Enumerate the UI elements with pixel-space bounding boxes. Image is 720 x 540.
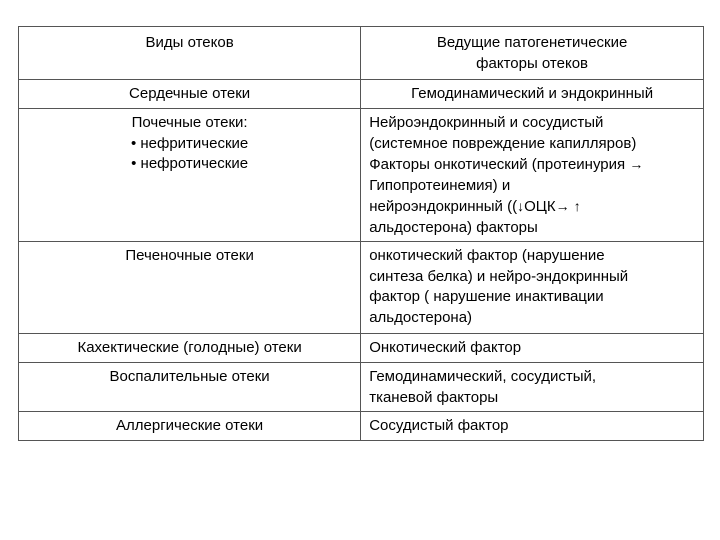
type-cell <box>19 109 361 242</box>
factor-line: Гемодинамический, сосудистый, <box>369 368 597 385</box>
edema-table <box>18 26 704 441</box>
factor-line: альдостерона) <box>369 308 473 326</box>
factor-line: Нейроэндокринный и сосудистый <box>369 114 604 131</box>
factor-text <box>361 242 703 328</box>
factor-cell <box>361 109 704 242</box>
type-cell <box>19 412 361 441</box>
factor-line: нейроэндокринный ((↓ОЦК→ ↑ <box>369 198 581 215</box>
factor-text: Сосудистый фактор <box>369 417 509 434</box>
factor-text <box>361 363 703 408</box>
table-row <box>19 80 704 109</box>
factor-line: фактор ( нарушение инактивации <box>369 288 604 305</box>
header-factors-line2: факторы отеков <box>476 54 589 72</box>
table-row <box>19 363 704 412</box>
factor-line: тканевой факторы <box>369 388 499 406</box>
type-cell <box>19 242 361 334</box>
factor-cell <box>361 334 704 363</box>
up-arrow-icon: ↑ <box>573 198 581 214</box>
type-cell <box>19 80 361 109</box>
factor-cell <box>361 242 704 334</box>
factor-cell <box>361 412 704 441</box>
table-row <box>19 109 704 242</box>
factor-line: Факторы онкотический (протеинурия → <box>369 156 644 173</box>
right-arrow-icon: → <box>555 198 570 214</box>
factor-line: (системное повреждение капилляров) <box>369 134 637 152</box>
factor-line: альдостерона) факторы <box>369 218 538 236</box>
table-row <box>19 242 704 334</box>
table-row <box>19 412 704 441</box>
type-label: Сердечные отеки <box>129 85 251 102</box>
factor-cell <box>361 363 704 412</box>
type-label: Воспалительные отеки <box>109 368 270 385</box>
factor-text <box>361 109 703 238</box>
header-factors <box>361 27 704 80</box>
subtype-item: • нефротические <box>131 155 249 172</box>
factor-line: онкотический фактор (нарушение <box>369 247 605 264</box>
type-cell <box>19 334 361 363</box>
type-label: Печеночные отеки <box>125 247 254 264</box>
header-types <box>19 27 361 80</box>
right-arrow-icon: → <box>629 156 644 172</box>
header-factors-label <box>361 27 703 74</box>
header-factors-line1: Ведущие патогенетические <box>436 34 628 51</box>
factor-cell <box>361 80 704 109</box>
type-cell <box>19 363 361 412</box>
type-label: Аллергические отеки <box>116 417 264 434</box>
type-label: Кахектические (голодные) отеки <box>77 339 302 356</box>
header-types-label: Виды отеков <box>145 34 234 51</box>
factor-text: Онкотический фактор <box>369 339 522 356</box>
factor-text: Гемодинамический и эндокринный <box>411 85 654 102</box>
type-label: Почечные отеки: <box>131 114 248 131</box>
factor-line: синтеза белка) и нейро-эндокринный <box>369 267 629 285</box>
table-header-row <box>19 27 704 80</box>
table-row <box>19 334 704 363</box>
factor-line: Гипопротеинемия) и <box>369 176 511 194</box>
down-arrow-icon: ↓ <box>517 198 525 214</box>
subtype-item: • нефритические <box>130 134 249 152</box>
